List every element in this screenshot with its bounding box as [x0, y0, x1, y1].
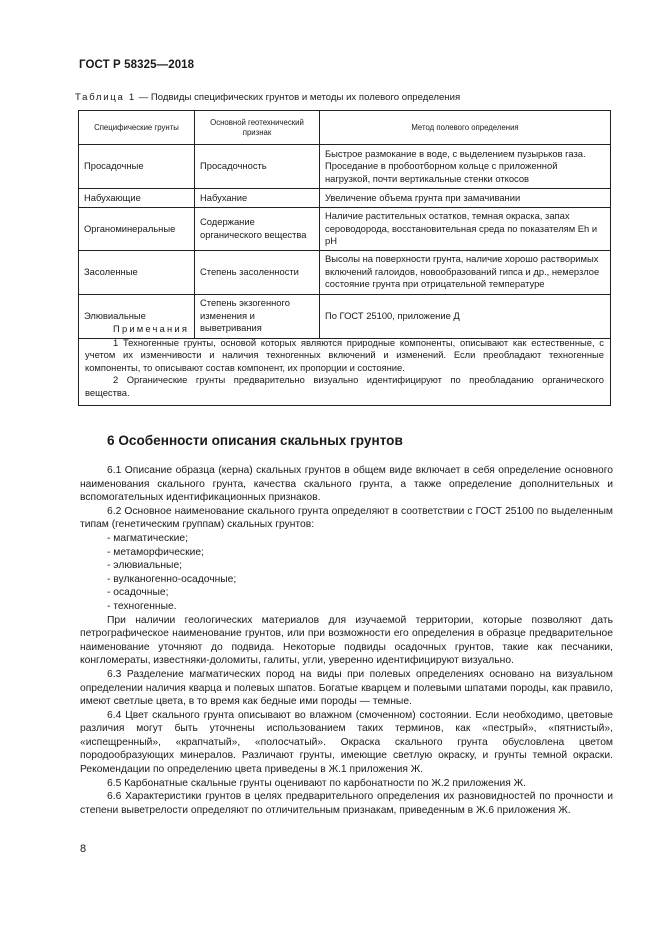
table-cell: Содержание органического вещества — [195, 208, 320, 251]
list-item: - магматические; — [107, 532, 188, 544]
table-caption — [75, 92, 460, 103]
table-cell: Органоминеральные — [79, 208, 195, 251]
table-caption-text: — Подвиды специфических грунтов и методы их полевого определения — [135, 92, 461, 103]
table-header-cell: Основной геотехнический признак — [195, 111, 320, 145]
table-row — [79, 250, 611, 294]
soils-table — [78, 110, 611, 339]
list-item: - техногенные. — [107, 600, 177, 612]
paragraph-geology: При наличии геологических материалов для изучаемой территории, которые позволяют дать петрографическое наименование грунтов, или при возможности его определения в образце предварительное наименование уточняют до подвида. Некоторые подвиды осадочных грунтов, такие как песчаники, конгломераты, известняки-доломиты, галиты, угли, уверенно идентифицируют визуально. — [80, 614, 613, 667]
paragraph-6-1: 6.1 Описание образца (керна) скальных грунтов в общем виде включает в себя определение основного наименования скального грунта, качества скального грунта, а также определение дополнительных и вспомогательных идентификационных признаков. — [80, 465, 613, 504]
table-cell: Степень экзогенного изменения и выветривания — [195, 294, 320, 338]
paragraph-6-3: 6.3 Разделение магматических пород на виды при полевых определениях основано на визуальном определении наличия кварца и полевых шпатов. Богатые кварцем и полевыми шпатами породы, как правило, имеют светлые цвета, в то время как бедные ими породы — темные. — [80, 668, 613, 708]
note-item: 2 Органические грунты предварительно визуально идентифицируют по преобладанию органического вещества. — [85, 374, 604, 398]
rock-types-list — [80, 532, 613, 614]
paragraph-6-2: 6.2 Основное наименование скального грунта определяют в соответствии с ГОСТ 25100 по выделенным типам (генетическим группам) скальных грунтов: — [80, 505, 613, 531]
table-cell: Высолы на поверхности грунта, наличие хорошо растворимых включений галоидов, новообразований гипса и др., немерзлое состояние грунта при отрицательной температуре — [320, 250, 611, 294]
section-title: 6 Особенности описания скальных грунтов — [107, 433, 403, 448]
table-row — [79, 145, 611, 189]
table-cell: Увеличение объема грунта при замачивании — [320, 189, 611, 208]
paragraph-6-5: 6.5 Карбонатные скальные грунты оценивают по карбонатности по Ж.2 приложения Ж. — [107, 777, 527, 789]
table-notes — [78, 320, 611, 406]
table-caption-label: Таблица 1 — [75, 92, 136, 103]
paragraph-6-6: 6.6 Характеристики грунтов в целях предварительного определения их разновидностей по прочности и степени выветрелости определяют по отличительным признакам, приведенным в Ж.6 приложения Ж. — [80, 791, 613, 816]
list-item: - осадочные; — [107, 587, 169, 599]
page-number: 8 — [80, 843, 87, 855]
document-header: ГОСТ Р 58325—2018 — [79, 59, 195, 71]
section-body — [80, 464, 613, 817]
table-cell: Засоленные — [79, 250, 195, 294]
table-cell: Степень засоленности — [195, 250, 320, 294]
table-row — [79, 189, 611, 208]
table-cell: Просадочные — [79, 145, 195, 189]
table-cell: Набухание — [195, 189, 320, 208]
table-header-cell: Специфические грунты — [79, 111, 195, 145]
table-cell: Просадочность — [195, 145, 320, 189]
table-row — [79, 208, 611, 251]
list-item: - метаморфические; — [107, 546, 204, 558]
list-item: - вулканогенно-осадочные; — [107, 573, 237, 585]
table-header-row — [79, 111, 611, 145]
list-item: - элювиальные; — [107, 560, 183, 572]
table-cell: Наличие растительных остатков, темная окраска, запах сероводорода, восстановительная среда по показателям Eh и pH — [320, 208, 611, 251]
table-header-cell: Метод полевого определения — [320, 111, 611, 145]
notes-title: Примечания — [113, 323, 190, 334]
table-cell: Быстрое размокание в воде, с выделением пузырьков газа. Проседание в пробоотборном кольце с приложенной нагрузкой, почти вертикальные стенки откосов — [320, 145, 611, 189]
table-cell: Элювиальные — [79, 294, 195, 338]
table-cell: По ГОСТ 25100, приложение Д — [320, 294, 611, 338]
note-item: 1 Техногенные грунты, основой которых являются природные компоненты, описывают как естественные, с учетом их изменчивости и наличия техногенных включений и изменений. Если преобладают техногенные компоненты, то описывают состав компонент, их пропорции и состояние. — [85, 336, 604, 373]
paragraph-6-4: 6.4 Цвет скального грунта описывают во влажном (смоченном) состоянии. Если необходимо, цветовые различия могут быть уточнены использованием таких терминов, как «пестрый», «пятнистый», «испещренный», «крапчатый», «полосчатый». Окраска скального грунта обусловлена цветом породообразующих минералов. Различают грунты, имеющие светлую окраску, и грунты темной окраски. Рекомендации по определению цвета приведены в Ж.1 приложения Ж. — [80, 709, 613, 776]
table-cell: Набухающие — [79, 189, 195, 208]
